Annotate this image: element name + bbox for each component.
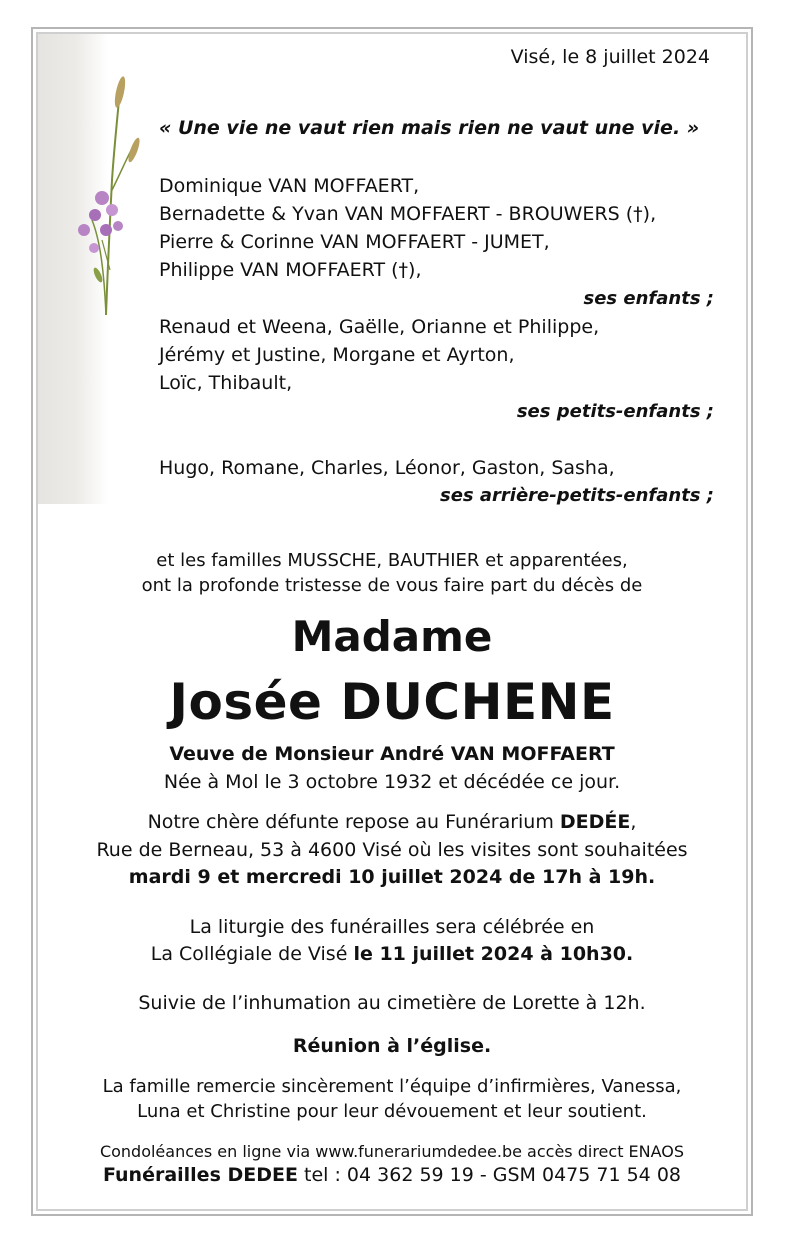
grandchild-line-3: Loïc, Thibault, [159, 372, 293, 394]
great-grandchildren-label: ses arrière-petits-enfants ; [440, 485, 714, 506]
liturgy-datetime: le 11 juillet 2024 à 10h30. [353, 943, 634, 965]
child-3: Pierre & Corinne VAN MOFFAERT - JUMET, [159, 231, 550, 253]
phone-numbers: tel : 04 362 59 19 - GSM 0475 71 54 08 [297, 1164, 681, 1186]
liturgy-place: La Collégiale de Visé [150, 943, 354, 965]
liturgy-line-1: La liturgie des funérailles sera célébrée en [189, 916, 595, 938]
condolences-line: Condoléances en ligne via www.funerariumdedee.be accès direct ENAOS [99, 1142, 685, 1161]
repose-text: Notre chère défunte repose au Funérarium [147, 811, 560, 833]
grandchild-line-1: Renaud et Weena, Gaëlle, Orianne et Philippe, [159, 316, 600, 338]
grandchildren-label: ses petits-enfants ; [516, 401, 714, 422]
families-line: et les familles MUSSCHE, BAUTHIER et apparentées, [156, 550, 628, 571]
child-4: Philippe VAN MOFFAERT (†), [159, 259, 422, 281]
grandchild-line-2: Jérémy et Justine, Morgane et Ayrton, [159, 344, 515, 366]
flower-sprig-icon [62, 70, 152, 320]
child-1: Dominique VAN MOFFAERT, [159, 175, 420, 197]
thanks-line-1: La famille remercie sincèrement l’équipe d’infirmières, Vanessa, [102, 1076, 682, 1097]
contact-line [36, 1164, 748, 1186]
birth-line: Née à Mol le 3 octobre 1932 et décédée ce jour. [163, 771, 621, 793]
company-name: Funérailles DEDEE [102, 1164, 298, 1186]
funerarium-name: DEDÉE [559, 811, 631, 833]
salutation: Madame [291, 612, 493, 661]
repose-comma: , [630, 811, 637, 833]
burial-line: Suivie de l’inhumation au cimetière de Lorette à 12h. [138, 992, 646, 1014]
children-label: ses enfants ; [583, 288, 714, 309]
deceased-name: Josée DUCHENE [169, 673, 615, 731]
announce-line: ont la profonde tristesse de vous faire part du décès de [141, 575, 643, 596]
date-line: Visé, le 8 juillet 2024 [510, 46, 710, 68]
quote: « Une vie ne vaut rien mais rien ne vaut une vie. » [159, 117, 700, 139]
great-grandchild-line-1: Hugo, Romane, Charles, Léonor, Gaston, Sasha, [159, 457, 615, 479]
repose-line-2: Rue de Berneau, 53 à 4600 Visé où les visites sont souhaitées [96, 839, 688, 861]
reunion-line: Réunion à l’église. [292, 1035, 492, 1057]
child-2: Bernadette & Yvan VAN MOFFAERT - BROUWERS (†), [159, 203, 657, 225]
liturgy-line-2 [36, 943, 748, 965]
widow-line: Veuve de Monsieur André VAN MOFFAERT [169, 743, 615, 765]
thanks-line-2: Luna et Christine pour leur dévouement et leur soutient. [137, 1101, 647, 1122]
repose-line-1 [36, 811, 748, 833]
visit-hours: mardi 9 et mercredi 10 juillet 2024 de 17h à 19h. [128, 866, 656, 888]
